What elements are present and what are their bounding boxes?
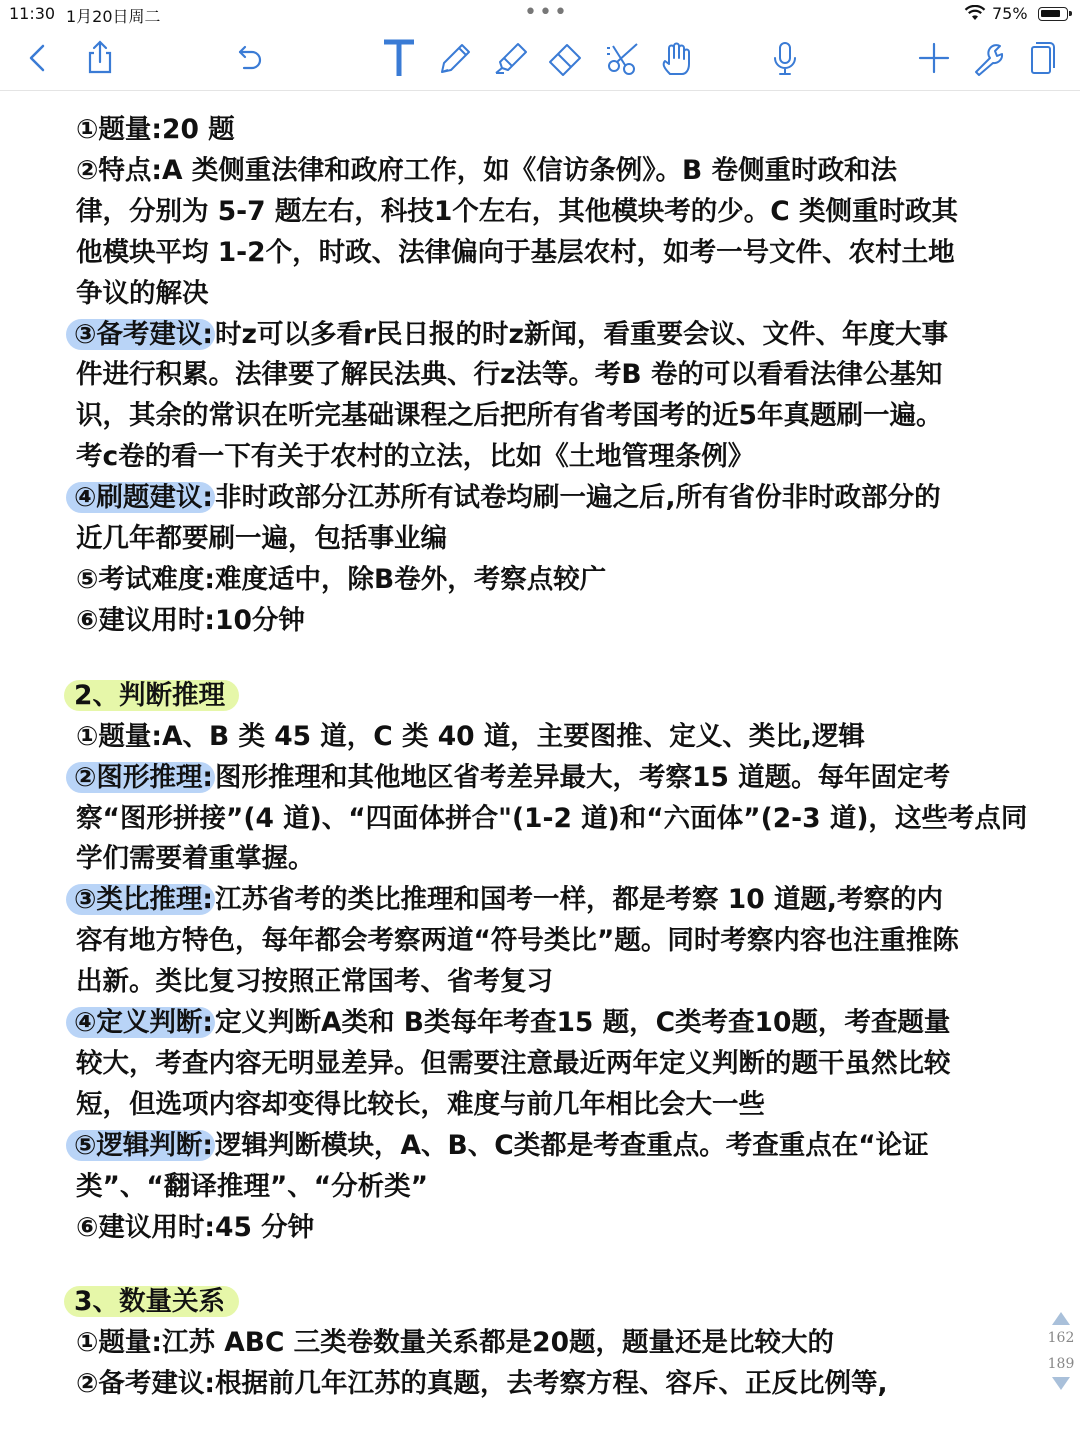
- multitask-dots[interactable]: •••: [524, 0, 569, 25]
- text-line: 他模块平均 1-2个，时政、法律偏向于基层农村，如考一号文件、农村土地: [76, 236, 955, 268]
- status-bar: [0, 0, 1080, 28]
- page-down-icon[interactable]: [1052, 1377, 1070, 1390]
- lasso-scissors-icon[interactable]: [601, 36, 645, 80]
- text-tool-icon[interactable]: [377, 36, 421, 80]
- eraser-icon[interactable]: [543, 36, 587, 80]
- text-line: 出新。类比复习按照正常国考、省考复习: [76, 966, 553, 998]
- text-line: 短，但选项内容却变得比较长，难度与前几年相比会大一些: [76, 1088, 765, 1120]
- status-date: 1月20日周二: [66, 7, 161, 26]
- section-heading: [76, 676, 1036, 717]
- text-line: ①题量:江苏 ABC 三类卷数量关系都是20题，题量还是比较大的: [76, 1327, 835, 1359]
- text-line: 识，其余的常识在听完基础课程之后把所有省考国考的近5年真题刷一遍。: [76, 400, 943, 432]
- text-line: 类”、“翻译推理”、“分析类”: [76, 1170, 429, 1202]
- highlight-blue: ③备考建议:: [66, 319, 215, 350]
- share-icon[interactable]: [78, 36, 122, 80]
- microphone-icon[interactable]: [763, 36, 807, 80]
- text-line: ②图形推理:图形推理和其他地区省考差异最大，考察15 道题。每年固定考: [76, 758, 1036, 799]
- toolbar: [0, 28, 1080, 91]
- text-line: ②备考建议:根据前几年江苏的真题，去考察方程、容斥、正反比例等,: [76, 1368, 888, 1400]
- text-line: ③类比推理:江苏省考的类比推理和国考一样，都是考察 10 道题,考察的内: [76, 880, 1036, 921]
- text-line: 律，分别为 5-7 题左右，科技1个左右，其他模块考的少。C 类侧重时政其: [76, 195, 958, 227]
- battery-percent: 75%: [992, 4, 1028, 23]
- text-line: ②特点:A 类侧重法律和政府工作，如《信访条例》。B 卷侧重时政和法: [76, 154, 897, 186]
- text-line: ④定义判断:定义判断A类和 B类每年考查15 题，C类考查10题，考查题量: [76, 1003, 1036, 1044]
- chevron-left-icon[interactable]: [16, 36, 60, 80]
- battery-icon: [1038, 7, 1068, 21]
- note-content[interactable]: [76, 110, 1036, 1405]
- text-line: ⑥建议用时:45 分钟: [76, 1211, 315, 1243]
- total-pages: 189: [1047, 1356, 1075, 1372]
- text-line: 察“图形拼接”(4 道)、“四面体拼合"(1-2 道)和“六面体”(2-3 道)，这些考点同: [76, 802, 1028, 834]
- text-line: ④刷题建议:非时政部分江苏所有试卷均刷一遍之后,所有省份非时政部分的: [76, 478, 1036, 519]
- highlighter-icon[interactable]: [488, 36, 532, 80]
- status-time: 11:30: [9, 4, 56, 23]
- undo-icon[interactable]: [226, 36, 270, 80]
- highlight-blue: ④刷题建议:: [66, 482, 215, 513]
- text-line: ③备考建议:时z可以多看r民日报的时z新闻，看重要会议、文件、年度大事: [76, 315, 1036, 356]
- text-line: ①题量:A、B 类 45 道，C 类 40 道，主要图推、定义、类比,逻辑: [76, 720, 865, 752]
- current-page: 162: [1047, 1330, 1075, 1346]
- section-heading: [76, 1282, 1036, 1323]
- text-line: ⑤考试难度:难度适中，除B卷外，考察点较广: [76, 563, 607, 595]
- text-line: 较大，考查内容无明显差异。但需要注意最近两年定义判断的题干虽然比较: [76, 1047, 951, 1079]
- hand-touch-icon[interactable]: [654, 36, 698, 80]
- text-line: 件进行积累。法律要了解民法典、行z法等。考B 卷的可以看看法律公基知: [76, 359, 943, 391]
- highlight-blue: ④定义判断:: [66, 1007, 215, 1038]
- pen-icon[interactable]: [432, 36, 476, 80]
- highlight-blue: ⑤逻辑判断:: [66, 1130, 215, 1161]
- text-line: ⑤逻辑判断:逻辑判断模块，A、B、C类都是考查重点。考查重点在“论证: [76, 1126, 1036, 1167]
- highlight-blue: ②图形推理:: [66, 762, 215, 793]
- page-indicator: [1046, 1312, 1076, 1390]
- text-line: 近几年都要刷一遍，包括事业编: [76, 523, 447, 555]
- highlight-green: 3、数量关系: [64, 1286, 239, 1317]
- text-line: 考c卷的看一下有关于农村的立法，比如《土地管理条例》: [76, 441, 755, 473]
- text-line: 容有地方特色，每年都会考察两道“符号类比”题。同时考察内容也注重推陈: [76, 925, 959, 957]
- wrench-icon[interactable]: [966, 36, 1010, 80]
- text-line: ①题量:20 题: [76, 114, 235, 145]
- highlight-green: 2、判断推理: [64, 680, 239, 711]
- pages-icon[interactable]: [1020, 36, 1064, 80]
- wifi-icon: [964, 5, 986, 21]
- plus-icon[interactable]: [912, 36, 956, 80]
- highlight-blue: ③类比推理:: [66, 884, 215, 915]
- text-line: 争议的解决: [76, 277, 209, 309]
- page-up-icon[interactable]: [1052, 1312, 1070, 1325]
- text-line: ⑥建议用时:10分钟: [76, 604, 305, 636]
- text-line: 学们需要着重掌握。: [76, 843, 315, 875]
